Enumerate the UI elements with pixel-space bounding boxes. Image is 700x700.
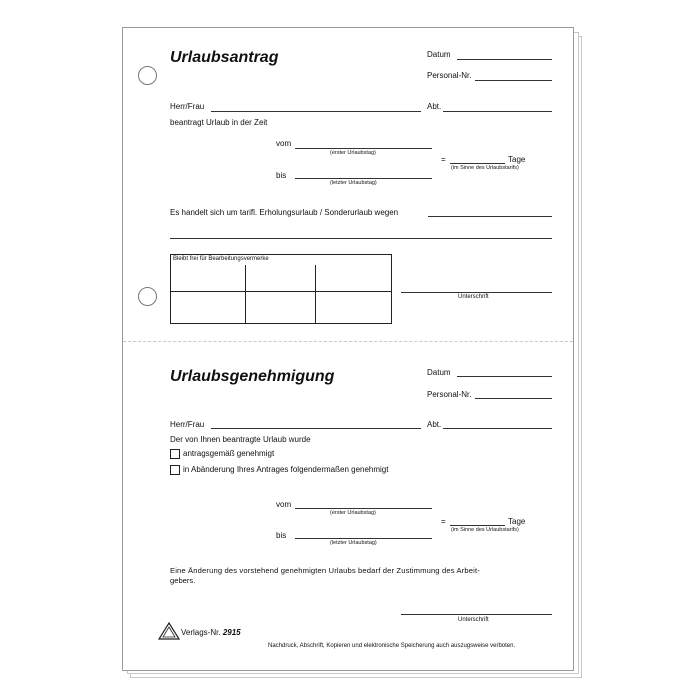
box-divider-horizontal — [171, 291, 391, 292]
grund-field-line1[interactable] — [428, 216, 552, 217]
verlags-nr-value: 2915 — [222, 628, 241, 637]
personal-nr-label-2: Personal-Nr. — [427, 390, 472, 399]
section-title-urlaubsantrag: Urlaubsantrag — [170, 49, 279, 66]
bis-field[interactable] — [295, 178, 432, 179]
datum-field-2[interactable] — [457, 376, 552, 377]
datum-label: Datum — [427, 50, 451, 59]
form-sheet — [122, 27, 574, 671]
vom-field-2[interactable] — [295, 508, 432, 509]
vom-label-2: vom — [276, 500, 292, 509]
section-title-urlaubsgenehmigung: Urlaubsgenehmigung — [170, 368, 335, 385]
beantragt-text: beantragt Urlaub in der Zeit — [170, 118, 268, 127]
option-antragsgemaess-label: antragsgemäß genehmigt — [183, 449, 275, 458]
abt-label: Abt. — [427, 102, 442, 111]
punch-hole-bottom — [138, 287, 157, 306]
unterschrift-label-bottom: Unterschrift — [458, 617, 489, 623]
bearbeitungsvermerke-box — [170, 254, 392, 324]
rnk-logo-icon — [158, 622, 180, 640]
personal-nr-field[interactable] — [475, 80, 552, 81]
grund-field-line2[interactable] — [170, 238, 552, 239]
es-handelt-text: Es handelt sich um tarifl. Erholungsurlaub / Sonderurlaub wegen — [170, 208, 399, 217]
erster-urlaubstag-hint-2: (erster Urlaubstag) — [330, 510, 376, 516]
punch-hole-top — [138, 66, 157, 85]
datum-label-2: Datum — [427, 368, 451, 377]
equals-sign: = — [441, 155, 446, 164]
option-abaenderung-label: in Abänderung Ihres Antrages folgendermaßen genehmigt — [183, 465, 389, 474]
box-divider-1 — [245, 265, 246, 323]
im-sinne-hint-2: (im Sinne des Urlaubstarifs) — [451, 527, 519, 533]
personal-nr-field-2[interactable] — [475, 398, 552, 399]
unterschrift-field-bottom[interactable] — [401, 614, 552, 615]
copyright-notice: Nachdruck, Abschrift, Kopieren und elektronische Speicherung auch auszugsweise verboten. — [268, 643, 516, 649]
box-divider-2 — [315, 265, 316, 323]
abt-label-2: Abt. — [427, 420, 442, 429]
tage-field[interactable] — [450, 163, 505, 164]
tage-field-2[interactable] — [450, 525, 505, 526]
equals-sign-2: = — [441, 517, 446, 526]
unterschrift-field-top[interactable] — [401, 292, 552, 293]
verlags-nr-label — [181, 628, 241, 638]
verlags-nr-prefix: Verlags-Nr. — [181, 628, 221, 637]
vom-label: vom — [276, 139, 292, 148]
herr-frau-label: Herr/Frau — [170, 102, 205, 111]
herr-frau-field-2[interactable] — [211, 428, 421, 429]
bis-field-2[interactable] — [295, 538, 432, 539]
herr-frau-label-2: Herr/Frau — [170, 420, 205, 429]
tage-label-2: Tage — [508, 517, 526, 526]
aenderung-text-line2: gebers. — [170, 576, 196, 585]
checkbox-antragsgemaess[interactable] — [170, 449, 180, 459]
abt-field[interactable] — [443, 111, 552, 112]
checkbox-abaenderung[interactable] — [170, 465, 180, 475]
bis-label: bis — [276, 171, 287, 180]
personal-nr-label: Personal-Nr. — [427, 71, 472, 80]
aenderung-text-line1: Eine Änderung des vorstehend genehmigten Urlaubs bedarf der Zustimmung des Arbeit- — [170, 566, 480, 575]
erster-urlaubstag-hint: (erster Urlaubstag) — [330, 150, 376, 156]
abt-field-2[interactable] — [443, 428, 552, 429]
letzter-urlaubstag-hint-2: (letzter Urlaubstag) — [330, 540, 377, 546]
bis-label-2: bis — [276, 531, 287, 540]
der-von-ihnen-text: Der von Ihnen beantragte Urlaub wurde — [170, 435, 311, 444]
im-sinne-hint: (im Sinne des Urlaubstarifs) — [451, 165, 519, 171]
bleibt-frei-label: Bleibt frei für Bearbeitungsvermerke — [173, 256, 269, 262]
tage-label: Tage — [508, 155, 526, 164]
vom-field[interactable] — [295, 148, 432, 149]
datum-field[interactable] — [457, 59, 552, 60]
herr-frau-field[interactable] — [211, 111, 421, 112]
letzter-urlaubstag-hint: (letzter Urlaubstag) — [330, 180, 377, 186]
perforation-line — [123, 341, 573, 342]
unterschrift-label-top: Unterschrift — [458, 294, 489, 300]
